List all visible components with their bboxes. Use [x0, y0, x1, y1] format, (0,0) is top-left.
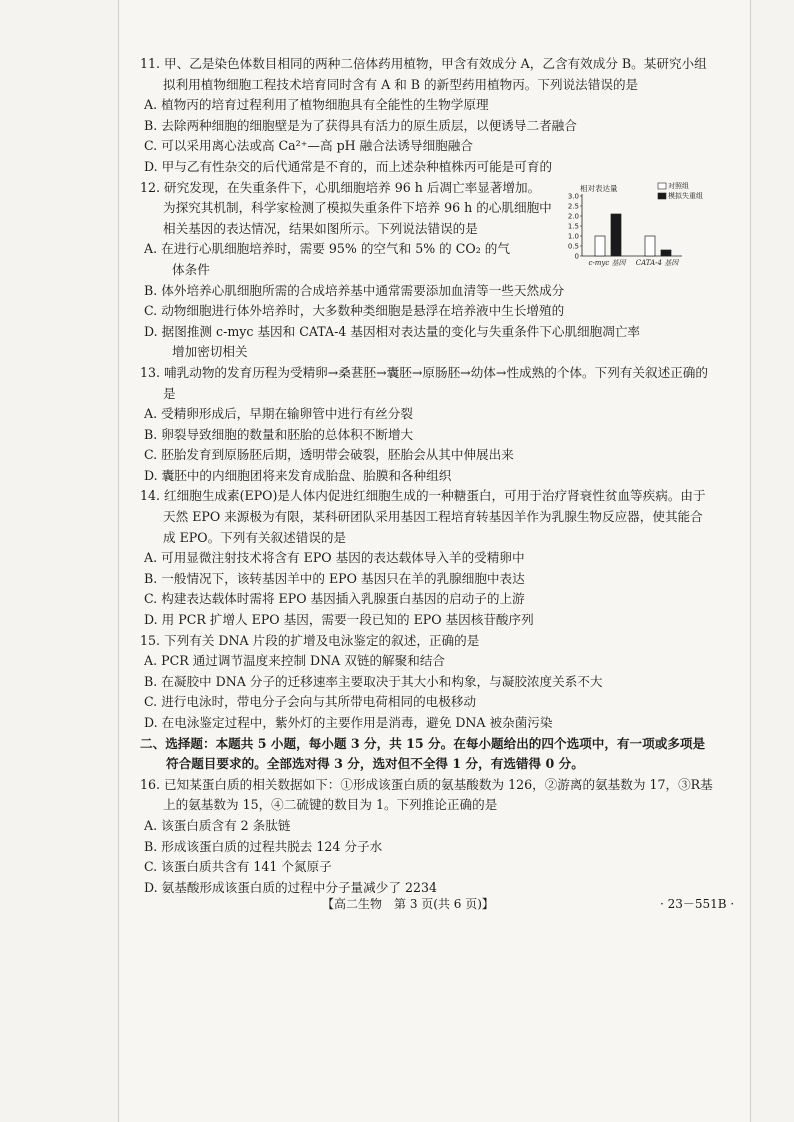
option-a-line2: 体条件 — [172, 261, 210, 277]
option-b: B. 形成该蛋白质的过程共脱去 124 分子水 — [144, 838, 383, 854]
y-tick-label: 1.0 — [567, 232, 579, 241]
option-b: B. 去除两种细胞的细胞壁是为了获得具有活力的原生质层，以便诱导二者融合 — [144, 117, 577, 133]
option-c: C. 可以采用离心法或高 Ca²⁺—高 pH 融合法诱导细胞融合 — [144, 138, 473, 154]
bar-1-0 — [611, 214, 621, 256]
bar-0-0 — [595, 236, 605, 256]
option-a: A. 可用显微注射技术将含有 EPO 基因的表达载体导入羊的受精卵中 — [144, 550, 525, 566]
option-c: C. 构建表达载体时需将 EPO 基因插入乳腺蛋白基因的启动子的上游 — [144, 591, 525, 607]
paper-edge — [118, 0, 119, 1122]
legend-swatch-1 — [658, 193, 666, 199]
x-category-label: CATA-4 基因 — [635, 258, 679, 267]
option-d: D. 囊胚中的内细胞团将来发育成胎盘、胎膜和各种组织 — [144, 467, 452, 483]
option-c: C. 动物细胞进行体外培养时，大多数种类细胞是悬浮在培养液中生长增殖的 — [144, 303, 565, 319]
x-category-label: c-myc 基因 — [588, 258, 626, 267]
option-d: D. 在电泳鉴定过程中，紫外灯的主要作用是消毒，避免 DNA 被杂菌污染 — [144, 715, 553, 730]
option-d: D. 用 PCR 扩增人 EPO 基因，需要一段已知的 EPO 基因核苷酸序列 — [144, 612, 534, 628]
question-stem: 12. 研究发现，在失重条件下，心肌细胞培养 96 h 后凋亡率显著增加。为探究其机制，科学家检测了模拟失重条件下培养 96 h 的心肌细胞中相关基因的表达情况，结果如图所示。下列说法错误的是 — [140, 179, 552, 236]
y-tick-label: 2.0 — [567, 212, 579, 221]
option-b: B. 在凝胶中 DNA 分子的迁移速率主要取决于其大小和构象，与凝胶浓度关系不大 — [144, 673, 603, 689]
option-a-line1: A. 在进行心肌细胞培养时，需要 95% 的空气和 5% 的 CO₂ 的气 — [144, 241, 510, 257]
option-b: B. 一般情况下，该转基因羊中的 EPO 基因只在羊的乳腺细胞中表达 — [144, 570, 525, 586]
question-stem: 13. 哺乳动物的发育历程为受精卵→桑葚胚→囊胚→原肠胚→幼体→性成熟的个体。下列有关叙述正确的是 — [140, 364, 708, 401]
option-a — [140, 239, 552, 280]
option-a: A. 植物丙的培育过程利用了植物细胞具有全能性的生物学原理 — [144, 97, 489, 113]
option-d-line2: 增加密切相关 — [172, 344, 248, 360]
bar-0-1 — [645, 236, 655, 256]
legend-label-1: 模拟失重组 — [668, 191, 703, 200]
option-c: C. 进行电泳时，带电分子会向与其所带电荷相同的电极移动 — [144, 694, 477, 710]
option-a: A. 受精卵形成后，早期在输卵管中进行有丝分裂 — [144, 406, 413, 422]
option-d: D. 甲与乙有性杂交的后代通常是不育的，而上述杂种植株丙可能是可育的 — [144, 158, 553, 174]
legend-swatch-0 — [658, 183, 666, 189]
option-a: A. 该蛋白质含有 2 条肽链 — [144, 817, 291, 833]
y-tick-label: 3.0 — [567, 192, 579, 201]
question-11 — [140, 54, 715, 178]
option-c: C. 胚胎发育到原肠胚后期，透明带会破裂，胚胎会从其中伸展出来 — [144, 447, 514, 463]
question-stem: 16. 已知某蛋白质的相关数据如下：①形成该蛋白质的氨基酸数为 126，②游离的氨基数为 17，③R基上的氨基数为 15，④二硫键的数目为 1。下列推论正确的是 — [140, 776, 713, 813]
y-tick-label: 0 — [574, 252, 579, 261]
option-d: D. 氨基酸形成该蛋白质的过程中分子量减少了 2234 — [144, 879, 437, 895]
question-14 — [140, 486, 715, 630]
footer-code: · 23－551B · — [660, 897, 735, 911]
question-stem: 11. 甲、乙是染色体数目相同的两种二倍体药用植物，甲含有效成分 A，乙含有效成分 B。某研究小组拟利用植物细胞工程技术培育同时含有 A 和 B 的新型药用植物丙。下列说法错误的是 — [140, 56, 707, 92]
footer-page-label: 【高二生物 第 3 页(共 6 页)】 — [322, 897, 494, 911]
question-stem: 15. 下列有关 DNA 片段的扩增及电泳鉴定的叙述，正确的是 — [140, 632, 480, 648]
question-12 — [140, 178, 715, 363]
y-tick-label: 1.5 — [567, 222, 579, 231]
page-footer — [0, 895, 794, 915]
question-13 — [140, 363, 715, 487]
option-b: B. 卵裂导致细胞的数量和胚胎的总体积不断增大 — [144, 426, 414, 442]
legend-label-0: 对照组 — [668, 181, 689, 190]
paper-edge — [750, 0, 751, 1122]
option-b: B. 体外培养心肌细胞所需的合成培养基中通常需要添加血清等一些天然成分 — [144, 282, 565, 298]
option-c: C. 该蛋白质共含有 141 个氮原子 — [144, 859, 332, 875]
bar-1-1 — [661, 250, 671, 256]
expression-bar-chart — [558, 182, 718, 272]
y-tick-label: 0.5 — [567, 242, 579, 251]
y-tick-label: 2.5 — [567, 202, 579, 211]
option-d-line1: D. 据图推测 c-myc 基因和 CATA-4 基因相对表达量的变化与失重条件下心肌细胞凋亡率 — [144, 323, 641, 339]
question-stem: 14. 红细胞生成素(EPO)是人体内促进红细胞生成的一种糖蛋白，可用于治疗肾衰性贫血等疾病。由于天然 EPO 来源极为有限，某科研团队采用基因工程培育转基因羊作为乳腺生物反应器，使其能合成 EPO。下列有关叙述错误的是 — [140, 488, 706, 545]
section-2-heading: 二、选择题：本题共 5 小题，每小题 3 分，共 15 分。在每小题给出的四个选项中，有一项或多项是符合题目要求的。全部选对得 3 分，选对但不全得 1 分，有选错得 0 分。 — [140, 735, 706, 772]
option-a: A. PCR 通过调节温度来控制 DNA 双链的解聚和结合 — [144, 653, 446, 669]
question-16 — [140, 775, 715, 899]
option-d — [140, 322, 715, 363]
question-15 — [140, 631, 715, 734]
exam-content — [140, 54, 715, 898]
y-axis-label: 相对表达量 — [580, 183, 618, 193]
